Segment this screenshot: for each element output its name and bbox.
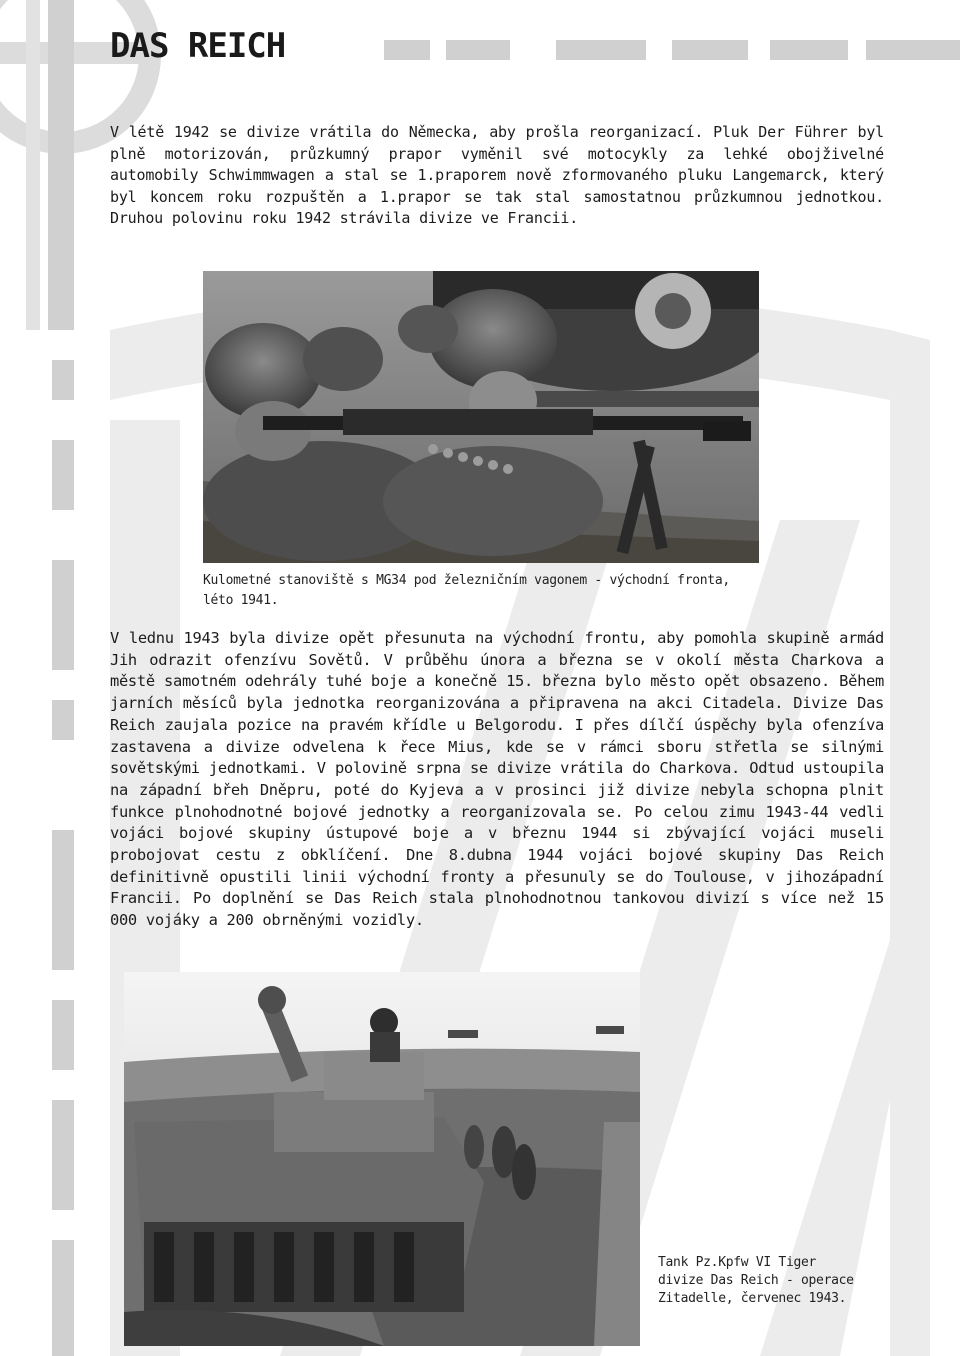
photo-mg34-position (203, 271, 759, 563)
photo-tiger-image (124, 972, 640, 1346)
paragraph-2: V lednu 1943 byla divize opět přesunuta na východní frontu, aby pomohla skupině armád Jih odrazit ofenzívu Sovětů. V průběhu února a března se v okolí města Charkova a městě samotném odehrály tuhé boje a konečně 15. března bylo město opět obsazeno. Během jarních měsíců byla jednotka reorganizována a připravena na akci Citadela. Divize Das Reich zaujala pozice na pravém křídle u Belgorodu. I přes dílčí úspěchy byla ofenzíva zastavena a divize odvelena k řece Mius, kde se v rámci sboru střetla se silnými sovětskými jednotkami. V polovině srpna se divize vrátila do Charkova. Odtud ustoupila na západní břeh Dněpru, poté do Kyjeva a v prosinci již divize nebyla schopna plnit funkce plnohodnotné bojové jednotky a reorganizovala se. Po celou zimu 1943-44 vedli vojáci bojové skupiny ústupové boje a v březnu 1944 si zbývající vojáci museli probojovat cestu z obklíčení. Dne 8.dubna 1944 vojáci bojové skupiny Das Reich definitivně opustili linii východní fronty a přesunuly se do Toulouse, v jihozápadní Francii. Po doplnění se Das Reich stala plnohodnotnou tankovou divizí s více než 15 000 vojáky a 200 obrněnými vozidly. (110, 629, 884, 930)
top-dash-bar (384, 40, 960, 60)
photo-mg34-image (203, 271, 759, 563)
left-dash-bar (52, 360, 74, 1356)
photo-tiger-tank (124, 972, 640, 1346)
paragraph-1: V létě 1942 se divize vrátila do Německa, aby prošla reorganizací. Pluk Der Führer byl plně motorizován, průzkumný prapor vyměnil své motocykly za lehké obojživelné automobily Schwimmwagen a stal se 1.praporem nově zformovaného pluku Langemarck, který byl koncem roku rozpuštěn a 1.prapor se tak stal samostatnou průzkumnou jednotkou. Druhou polovinu roku 1942 strávila divize ve Francii. (110, 123, 884, 228)
page-title: DAS REICH (110, 26, 286, 66)
photo-caption-mg34: Kulometné stanoviště s MG34 pod železničním vagonem - východní fronta, léto 1941. (203, 573, 730, 608)
photo-caption-tiger: Tank Pz.Kpfw VI Tiger divize Das Reich - operace Zitadelle, červenec 1943. (658, 1255, 854, 1306)
